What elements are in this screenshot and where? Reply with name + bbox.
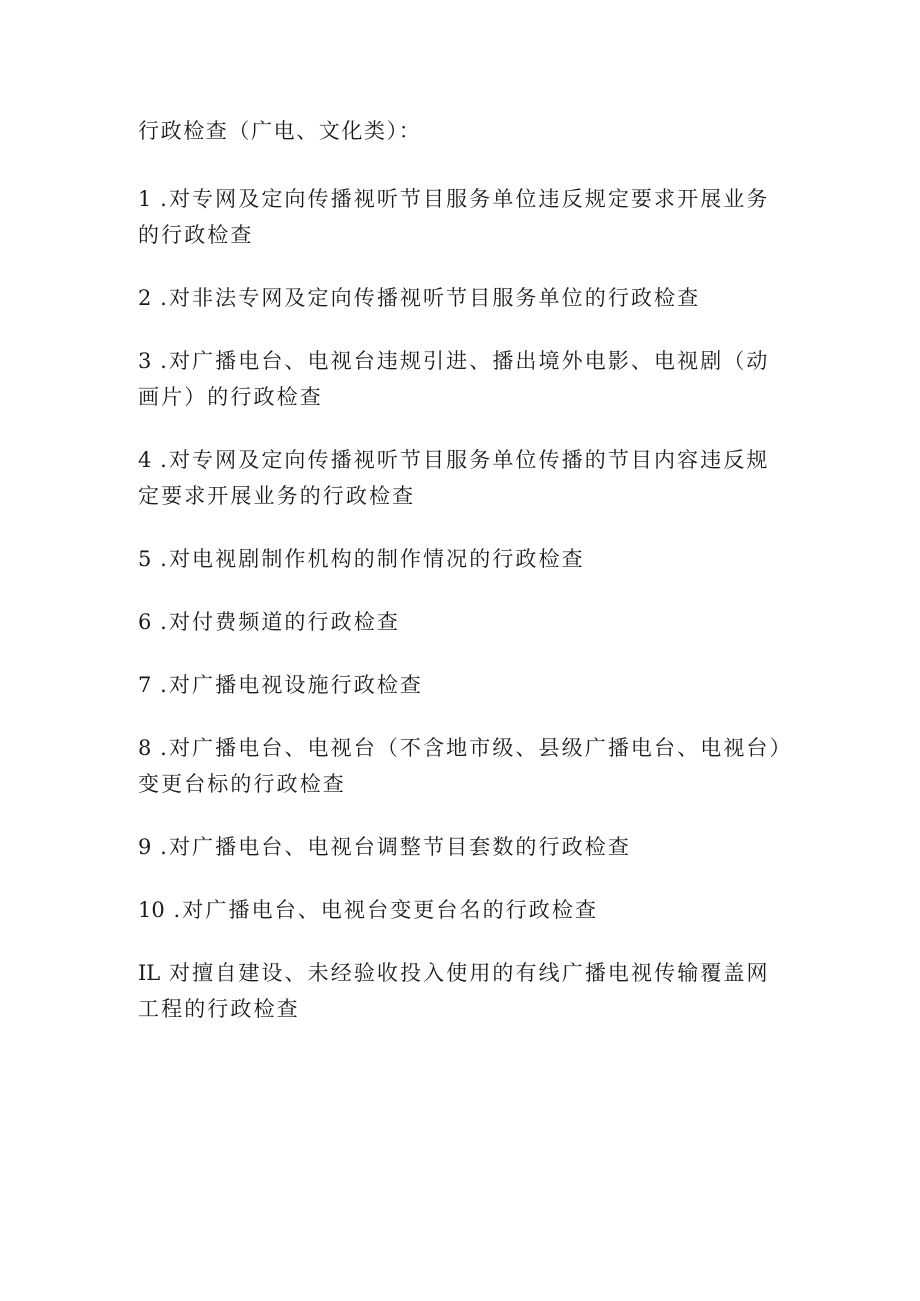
list-item-number: 4: [138, 448, 152, 472]
list-item-separator: .: [151, 736, 169, 760]
list-item-number: 1: [138, 187, 152, 211]
list-item-text: 对电视剧制作机构的制作情况的行政检查: [168, 547, 585, 571]
list-item-text: 对广播电台、电视台调整节目套数的行政检查: [168, 835, 631, 859]
list-item-number: 2: [138, 286, 152, 310]
list-item-separator: .: [151, 673, 169, 697]
list-item-text: 对广播电台、电视台变更台名的行政检查: [182, 898, 599, 922]
list-item-text: 对广播电台、电视台违规引进、播出境外电影、电视剧（动画片）的行政检查: [138, 349, 770, 409]
list-item-separator: .: [151, 448, 169, 472]
list-item-number: 9: [138, 835, 152, 859]
list-item-text: 对擅自建设、未经验收投入使用的有线广播电视传输覆盖网工程的行政检查: [138, 961, 770, 1021]
list-item: [138, 955, 788, 1027]
list-item: [138, 181, 788, 253]
list-item-text: 对广播电台、电视台（不含地市级、县级广播电台、电视台）变更台标的行政检查: [138, 736, 783, 796]
list-item: [138, 604, 788, 640]
list-item-separator: .: [151, 547, 169, 571]
list-item: [138, 667, 788, 703]
list-item: [138, 730, 788, 802]
list-item-separator: .: [151, 187, 169, 211]
list-item: [138, 442, 788, 514]
document-heading: 行政检查（广电、文化类）：: [138, 119, 422, 143]
list-item-number: 5: [138, 547, 152, 571]
list-item-separator: .: [164, 898, 183, 922]
list-item-separator: .: [151, 349, 169, 373]
list-item-number: 7: [138, 673, 152, 697]
list-item-separator: .: [151, 610, 169, 634]
list-item: [138, 343, 788, 415]
list-item-text: 对非法专网及定向传播视听节目服务单位的行政检查: [168, 286, 701, 310]
list-item-number: 3: [138, 349, 152, 373]
document-page: [138, 117, 788, 1054]
list-item-text: 对付费频道的行政检查: [168, 610, 400, 634]
list-item-number: 10: [138, 898, 165, 922]
list-item-number: IL: [138, 961, 161, 985]
list-item-number: 8: [138, 736, 152, 760]
list-item-text: 对专网及定向传播视听节目服务单位违反规定要求开展业务的行政检查: [138, 187, 770, 247]
list-item-text: 对专网及定向传播视听节目服务单位传播的节目内容违反规定要求开展业务的行政检查: [138, 448, 770, 508]
list-item-text: 对广播电视设施行政检查: [168, 673, 424, 697]
list-item: [138, 829, 788, 865]
list-item: [138, 541, 788, 577]
list-item: [138, 280, 788, 316]
list-item-number: 6: [138, 610, 152, 634]
list-item-separator: .: [151, 286, 169, 310]
list-item-separator: .: [151, 835, 169, 859]
list-item-separator: [160, 961, 169, 985]
list-item: [138, 892, 788, 928]
